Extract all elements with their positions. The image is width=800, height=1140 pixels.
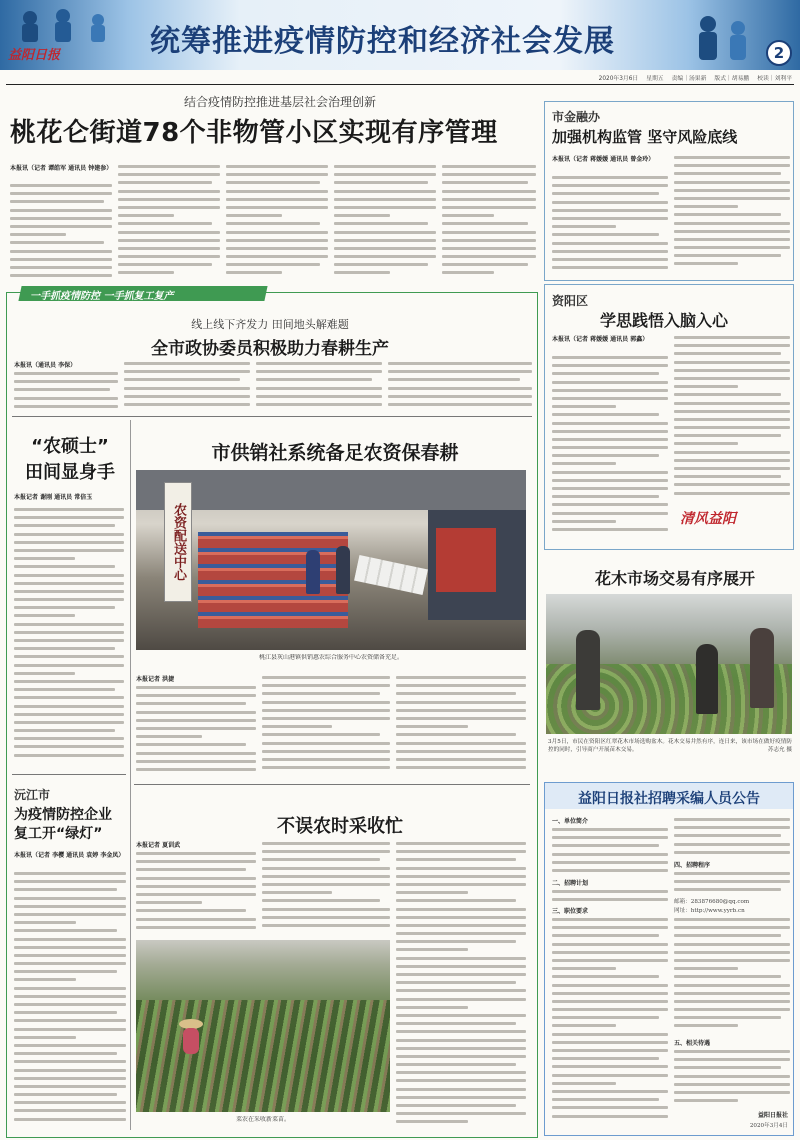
recruit-s4: 四、招聘程序 — [674, 862, 711, 869]
shopper-figure-3 — [750, 628, 774, 708]
cppcc-body-col3 — [256, 362, 382, 412]
ziyang-body-col1 — [552, 356, 668, 544]
recruit-s4-body-a — [674, 872, 790, 896]
proof-credit: 校读｜刘利平 — [757, 76, 792, 82]
supply-byline: 本报记者 洪捷 — [136, 676, 175, 683]
lead-headline: 桃花仑街道78个非物管小区实现有序管理 — [10, 118, 498, 148]
issue-weekday: 星期五 — [646, 76, 664, 82]
recruit-s3-body — [552, 918, 668, 1130]
recruit-s2: 二、招聘计划 — [552, 880, 589, 887]
recruit-s5-body — [674, 1050, 790, 1110]
cppcc-kicker: 线上线下齐发力 田间地头解难题 — [191, 318, 349, 331]
banner-figures-left — [8, 6, 128, 42]
farming-body-col3 — [396, 842, 526, 1132]
finance-headline: 加强机构监管 坚守风险底线 — [552, 128, 738, 146]
recruit-sig-date: 2020年3月4日 — [749, 1123, 788, 1129]
fertilizer-bags — [198, 532, 348, 628]
flower-headline: 花木市场交易有序展开 — [594, 569, 755, 588]
header-rule — [6, 84, 794, 85]
cppcc-headline: 全市政协委员积极助力春耕生产 — [151, 339, 389, 359]
worker-figure-2 — [336, 546, 350, 594]
recruit-s4-body-b — [674, 918, 790, 1036]
cppcc-body-col1 — [14, 372, 118, 412]
supply-body-col2 — [262, 676, 390, 778]
newspaper-logo: 益阳日报 — [8, 48, 61, 63]
lead-body-col2 — [118, 165, 220, 282]
farming-body-col2 — [262, 842, 390, 936]
ziyang-body-col2 — [674, 336, 790, 502]
supply-rule — [134, 784, 530, 785]
yuanjiang-headline-1: 为疫情防控企业 — [14, 807, 112, 823]
recruit-s1: 一、单位简介 — [552, 818, 589, 825]
page-number-badge: 2 — [766, 40, 792, 66]
flower-caption — [548, 738, 792, 764]
yuanjiang-headline-2: 复工开“绿灯” — [14, 826, 103, 842]
recruit-s3: 三、职位要求 — [552, 908, 589, 915]
recruit-signature: 益阳日报社 — [757, 1112, 788, 1119]
yuanjiang-byline: 本报讯（记者 李樱 通讯员 袁婷 李金凤） — [14, 852, 125, 859]
supply-body-col3 — [396, 676, 526, 778]
lead-body-col3 — [226, 165, 328, 282]
editor-credit: 责编｜汤果新 — [671, 76, 707, 82]
finance-byline: 本报讯（记者 蒋媛媛 通讯员 曾金玲） — [552, 156, 655, 163]
farming-body-col1 — [136, 852, 256, 936]
yuanjiang-body — [14, 872, 126, 1134]
shopper-figure-1 — [576, 630, 600, 710]
farmer-figure — [176, 1016, 206, 1060]
issue-date: 2020年3月6日 — [598, 76, 639, 82]
recruit-headline: 益阳日报社招聘采编人员公告 — [578, 791, 760, 807]
recruit-col2-top — [674, 818, 790, 860]
farming-headline: 不误农时采收忙 — [277, 816, 403, 837]
supply-caption: 桃江县灰山港镇供销惠农综合服务中心农资储备充足。 — [258, 654, 403, 661]
white-sacks — [354, 555, 428, 595]
banner-figures-right — [688, 6, 758, 62]
flower-photo — [546, 594, 792, 734]
ziyang-region: 资阳区 — [552, 294, 589, 308]
cppcc-body-col4 — [388, 362, 532, 412]
recruit-s2-body — [552, 890, 668, 906]
flower-credit: 苏志允 摄 — [767, 747, 792, 753]
farming-photo — [136, 940, 390, 1112]
farmer-headline-2: 田间显身手 — [25, 462, 115, 483]
lead-byline: 本报讯（记者 谭皓军 通讯员 钟建参） — [10, 165, 113, 172]
banner-title: 统筹推进疫情防控和经济社会发展 — [150, 24, 615, 59]
layout-credit: 版式｜胡易鹏 — [714, 76, 750, 82]
worker-figure-1 — [306, 550, 320, 594]
farming-byline: 本报记者 夏训武 — [136, 842, 181, 849]
special-section-label: 一手抓疫情防控 一手抓复工复产 — [30, 291, 174, 302]
cppcc-byline: 本报讯（通讯员 李保） — [14, 362, 77, 369]
farming-caption: 菜农在采收新菜苗。 — [235, 1116, 290, 1123]
supply-body-col1 — [136, 686, 256, 778]
recruit-s1-body — [552, 828, 668, 878]
farmer-rule — [12, 774, 126, 775]
supply-photo — [136, 470, 526, 650]
cppcc-body-col2 — [124, 362, 250, 412]
crop-rows — [136, 1000, 390, 1112]
lead-body-col4 — [334, 165, 436, 282]
lead-kicker: 结合疫情防控推进基层社会治理创新 — [183, 95, 376, 109]
date-line — [560, 73, 792, 83]
finance-body-col1 — [552, 176, 668, 276]
yuanjiang-region: 沅江市 — [14, 788, 51, 802]
recruit-s5: 五、相关待遇 — [674, 1040, 711, 1047]
truck-door — [436, 528, 496, 592]
farmer-body — [14, 508, 124, 766]
left-col-divider — [130, 420, 131, 1130]
lead-body-col5 — [442, 165, 536, 282]
farmer-byline: 本报记者 谢刚 通讯员 常倍玉 — [14, 494, 93, 501]
sign-board: 农资配送中心 — [164, 482, 192, 602]
ziyang-headline: 学思践悟入脑入心 — [600, 311, 729, 330]
masthead-banner — [0, 0, 800, 70]
warehouse-roof — [136, 470, 526, 510]
finance-body-col2 — [674, 156, 790, 276]
recruit-email[interactable]: 邮箱：283876680@qq.com — [674, 899, 750, 905]
ziyang-byline: 本报讯（记者 蒋媛媛 通讯员 郭鑫） — [552, 336, 649, 343]
recruit-site[interactable]: 网址：http://www.yyrb.cn — [674, 908, 745, 914]
flower-caption-text: 3月5日，市民在资阳区红翠花木市场选购盆木。花木交易井然有序，连日来，该市场在做好疫情防控的同时，引导商户开展苗木交易。 — [548, 739, 792, 753]
lead-body-col1 — [10, 184, 112, 282]
shopper-figure-2 — [696, 644, 718, 714]
farmer-headline-1: “农硕士” — [31, 436, 109, 457]
finance-region: 市金融办 — [552, 110, 601, 124]
supply-headline: 市供销社系统备足农资保春耕 — [211, 442, 459, 464]
qingfeng-logo: 清风益阳 — [680, 511, 736, 527]
cppcc-rule — [12, 416, 532, 417]
